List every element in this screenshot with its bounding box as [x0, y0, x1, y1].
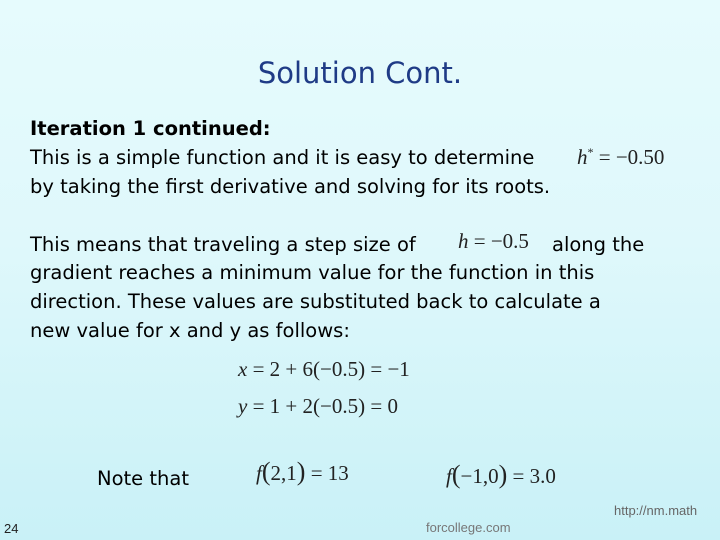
h-star-variable: h	[577, 145, 588, 169]
paragraph-2-line-4: new value for x and y as follows:	[30, 319, 350, 342]
y-update-equation	[238, 394, 398, 419]
footer-url: http://nm.math	[614, 503, 698, 518]
f1-value: = 13	[310, 461, 349, 485]
paragraph-2-line-1-end: along the	[552, 233, 645, 256]
x-update-value: = 2 + 6(−0.5) = −1	[252, 357, 410, 381]
paragraph-1-line-2: by taking the first derivative and solving for its roots.	[30, 175, 551, 198]
y-update-value: = 1 + 2(−0.5) = 0	[252, 394, 398, 418]
f2-function-name: f	[446, 464, 452, 488]
h-star-equation	[577, 145, 664, 170]
f2-arguments: −1,0	[460, 464, 499, 488]
f1-arguments: 2,1	[270, 461, 297, 485]
f1-function-name: f	[256, 461, 262, 485]
y-variable: y	[238, 394, 248, 418]
f-at-2-1-equation: f(2,1) = 13	[256, 457, 349, 486]
x-variable: x	[238, 357, 248, 381]
paragraph-2-line-2: gradient reaches a minimum value for the function in this	[30, 261, 595, 284]
x-update-equation	[238, 357, 410, 382]
paragraph-2-line-1-start: This means that traveling a step size of	[30, 233, 416, 256]
footer-center-text: forcollege.com	[426, 520, 511, 535]
step-value: = −0.5	[473, 229, 529, 253]
iteration-heading: Iteration 1 continued:	[30, 117, 271, 140]
step-variable: h	[458, 229, 469, 253]
slide-title: Solution Cont.	[257, 56, 463, 90]
note-label: Note that	[97, 467, 189, 490]
paragraph-2-line-3: direction. These values are substituted back to calculate a	[30, 290, 601, 313]
h-star-value: = −0.50	[598, 145, 665, 169]
page-number: 24	[4, 521, 19, 536]
f2-value: = 3.0	[512, 464, 556, 488]
step-size-equation	[458, 229, 529, 254]
f-at-minus1-0-equation: f(−1,0) = 3.0	[446, 460, 556, 489]
paragraph-1-line-1: This is a simple function and it is easy to determine	[30, 146, 535, 169]
h-star-superscript: *	[587, 145, 594, 159]
